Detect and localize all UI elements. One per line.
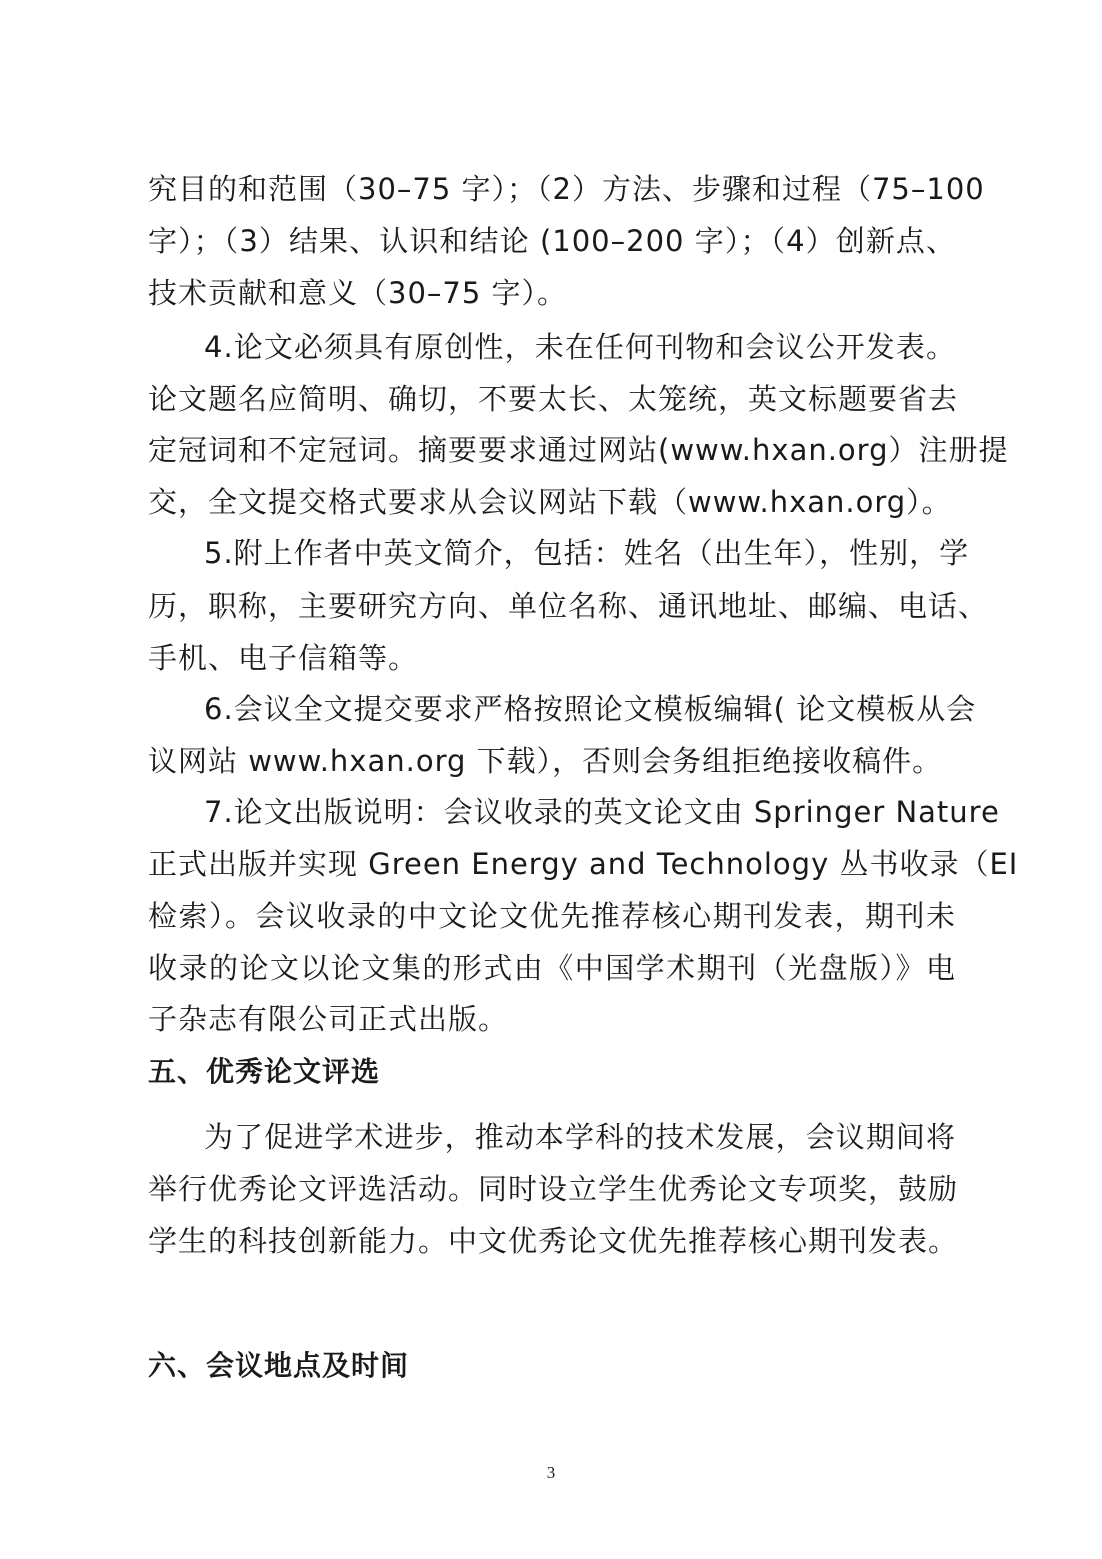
paragraph-line: 7.论文出版说明：会议收录的英文论文由 Springer Nature	[204, 795, 1000, 829]
paragraph-line: 交，全文提交格式要求从会议网站下载（www.hxan.org）。	[148, 485, 952, 519]
paragraph-line: 正式出版并实现 Green Energy and Technology 丛书收录（EI	[148, 847, 1019, 881]
section-heading: 六、会议地点及时间	[148, 1349, 410, 1382]
paragraph-line: 字）；（3）结果、认识和结论 (100–200 字）；（4）创新点、	[148, 224, 956, 258]
paragraph-line: 4.论文必须具有原创性，未在任何刊物和会议公开发表。	[204, 330, 956, 364]
paragraph-line: 举行优秀论文评选活动。同时设立学生优秀论文专项奖，鼓励	[148, 1172, 959, 1206]
paragraph-line: 子杂志有限公司正式出版。	[148, 1002, 509, 1036]
paragraph-line: 定冠词和不定冠词。摘要要求通过网站(www.hxan.org）注册提	[148, 433, 1009, 467]
paragraph-line: 5.附上作者中英文简介，包括：姓名（出生年），性别，学	[204, 536, 970, 570]
paragraph-line: 究目的和范围（30–75 字）；（2）方法、步骤和过程（75–100	[148, 172, 985, 206]
paragraph-line: 6.会议全文提交要求严格按照论文模板编辑( 论文模板从会	[204, 692, 977, 726]
paragraph-line: 论文题名应简明、确切，不要太长、太笼统，英文标题要省去	[148, 382, 959, 416]
paragraph-line: 历，职称，主要研究方向、单位名称、通讯地址、邮编、电话、	[148, 589, 989, 623]
paragraph-line: 为了促进学术进步，推动本学科的技术发展，会议期间将	[204, 1120, 956, 1154]
paragraph-line: 手机、电子信箱等。	[148, 641, 419, 675]
paragraph-line: 议网站 www.hxan.org 下载），否则会务组拒绝接收稿件。	[148, 744, 943, 778]
page-number: 3	[546, 1463, 556, 1482]
section-heading: 五、优秀论文评选	[148, 1055, 381, 1088]
paragraph-line: 技术贡献和意义（30–75 字）。	[148, 276, 568, 310]
paragraph-line: 学生的科技创新能力。中文优秀论文优先推荐核心期刊发表。	[148, 1224, 959, 1258]
paragraph-line: 收录的论文以论文集的形式由《中国学术期刊（光盘版）》电	[148, 951, 956, 985]
paragraph-line: 检索）。会议收录的中文论文优先推荐核心期刊发表，期刊未	[148, 899, 956, 933]
